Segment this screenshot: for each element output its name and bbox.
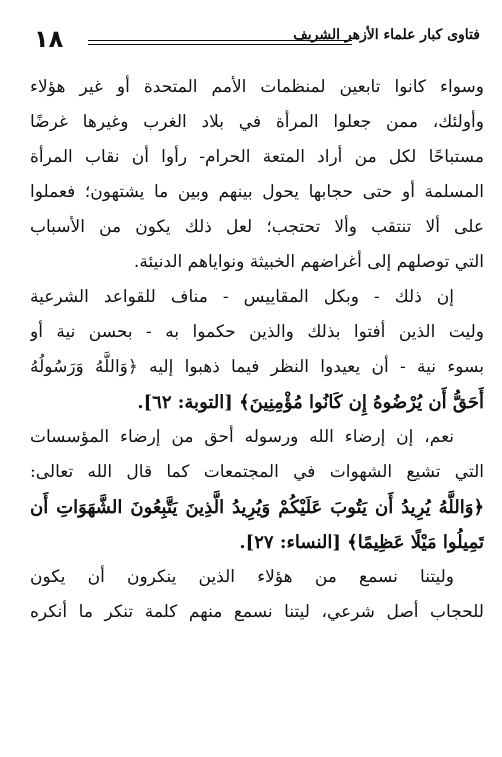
text-line-3: مستباحًا لكل من أراد المتعة الحرام- رأوا أن نقاب المرأة <box>30 147 484 167</box>
text-line-10: أَحَقُّ أَن يُرْضُوهُ إِن كَانُوا مُؤْمِنِينَ﴾ [التوبة: ٦٢]. <box>137 392 484 413</box>
page-header <box>34 24 480 58</box>
text-line-15: وليتنا نسمع من هؤلاء الذين ينكرون أن يكون <box>30 567 454 587</box>
running-header-title: فتاوى كبار علماء الأزهر الشريف <box>293 27 480 43</box>
text-line-9: بسوء نية - أن يعيدوا النظر فيما ذهبوا إليه ﴿وَاللَّهُ وَرَسُولُهُ <box>30 357 484 377</box>
text-line-2: وأولئك، ممن جعلوا المرأة في بلاد الغرب وغيرها غرضًا <box>30 112 484 132</box>
header-rule <box>88 40 352 45</box>
text-line-4: المسلمة أو حتى حجابها يحول بينهم وبين ما يشتهون؛ فعملوا <box>30 182 484 202</box>
text-line-12: التي تشيع الشهوات في المجتمعات كما قال الله تعالى: <box>30 462 484 482</box>
text-line-11: نعم، إن إرضاء الله ورسوله أحق من إرضاء المؤسسات <box>30 427 454 447</box>
text-line-16: للحجاب أصل شرعي، ليتنا نسمع منهم كلمة تنكر ما أنكره <box>30 602 484 622</box>
text-line-13: ﴿وَاللَّهُ يُرِيدُ أَن يَتُوبَ عَلَيْكُمْ وَيُرِيدُ الَّذِينَ يَتَّبِعُونَ الشَّهَوَاتِ أَن <box>30 497 484 518</box>
text-line-6: التي توصلهم إلى أغراضهم الخبيثة ونواياهم الدنيئة. <box>133 252 484 272</box>
text-line-8: وليت الذين أفتوا بذلك والذين حكموا به - بحسن نية أو <box>30 322 484 342</box>
page-body <box>30 70 484 630</box>
text-line-14: تَمِيلُوا مَيْلًا عَظِيمًا﴾ [النساء: ٢٧]. <box>239 532 484 553</box>
text-line-7: إن ذلك - وبكل المقاييس - مناف للقواعد الشرعية <box>30 287 454 307</box>
page-number: ١٨ <box>34 25 64 53</box>
text-line-5: على ألا تنتقب وألا تحتجب؛ لعل ذلك يكون من الأسباب <box>30 217 484 237</box>
text-line-1: وسواء كانوا تابعين لمنظمات الأمم المتحدة أو غير هؤلاء <box>30 77 484 97</box>
